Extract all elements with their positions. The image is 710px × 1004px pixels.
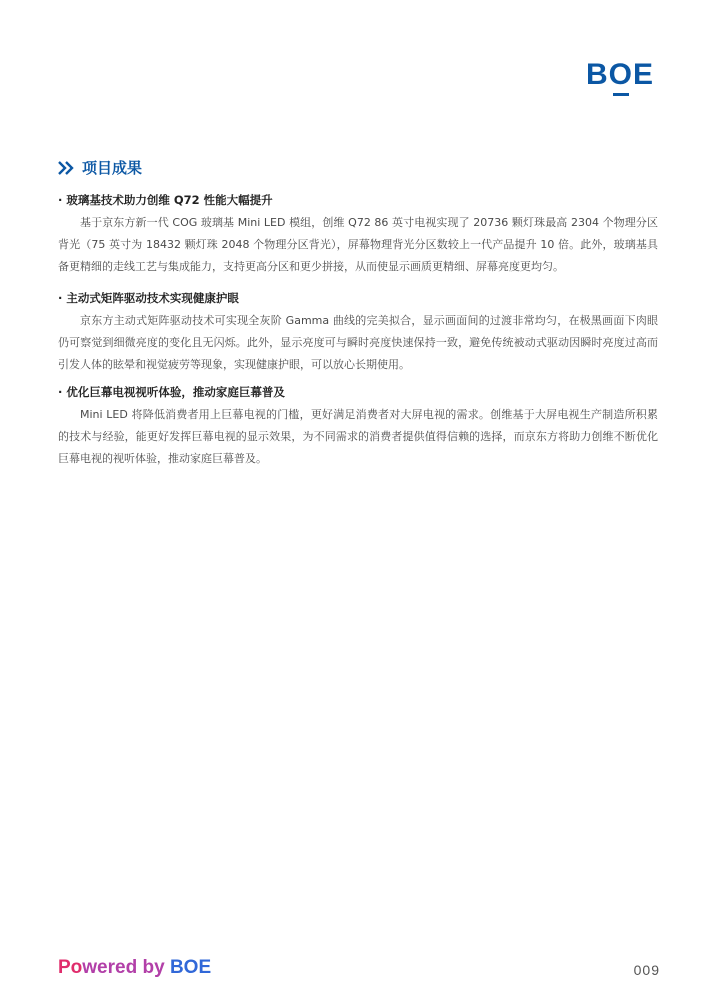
section-title: 项目成果	[82, 159, 143, 177]
result-block-1	[58, 192, 658, 278]
boe-logo	[586, 60, 654, 90]
result-block-body: 基于京东方新一代 COG 玻璃基 Mini LED 模组，创维 Q72 86 英寸电视实现了 20736 颗灯珠最高 2304 个物理分区背光（75 英寸为 18432 颗灯珠 2048 个物理分区背光），屏幕物理背光分区数较上一代产品提升 10 倍。此外，玻璃基具备更精细的走线工艺与集成能力，支持更高分区和更少拼接，从而使显示画质更精细、屏幕亮度更均匀。	[58, 216, 658, 273]
result-block-title: · 主动式矩阵驱动技术实现健康护眼	[58, 291, 239, 305]
footer-brand-part: Po	[58, 957, 83, 978]
powered-by-boe-logo	[58, 958, 211, 977]
logo-letter-o: O	[608, 58, 633, 91]
result-block-2	[58, 290, 658, 376]
result-block-title: · 玻璃基技术助力创维 Q72 性能大幅提升	[58, 193, 273, 207]
section-heading	[58, 157, 142, 178]
footer-brand-part: wered by	[82, 957, 165, 978]
logo-letter-e: E	[632, 58, 654, 91]
result-block-body: 京东方主动式矩阵驱动技术可实现全灰阶 Gamma 曲线的完美拟合，显示画面间的过渡非常均匀，在极黑画面下肉眼仍可察觉到细微亮度的变化且无闪烁。此外，显示亮度可与瞬时亮度快速保持一致，避免传统被动式驱动因瞬时亮度过高而引发人体的眩晕和视觉疲劳等现象，实现健康护眼，可以放心长期使用。	[58, 314, 658, 371]
page-number: 009	[633, 962, 660, 978]
footer-brand-part: BOE	[169, 957, 212, 978]
result-block-3	[58, 384, 658, 470]
double-chevron-right-icon	[58, 161, 74, 175]
result-block-body: Mini LED 将降低消费者用上巨幕电视的门槛，更好满足消费者对大屏电视的需求。创维基于大屏电视生产制造所积累的技术与经验，能更好发挥巨幕电视的显示效果，为不同需求的消费者提供值得信赖的选择，而京东方将助力创维不断优化巨幕电视的视听体验，推动家庭巨幕普及。	[58, 408, 658, 465]
result-block-title: · 优化巨幕电视视听体验，推动家庭巨幕普及	[58, 385, 285, 399]
logo-letter-b: B	[585, 58, 609, 91]
